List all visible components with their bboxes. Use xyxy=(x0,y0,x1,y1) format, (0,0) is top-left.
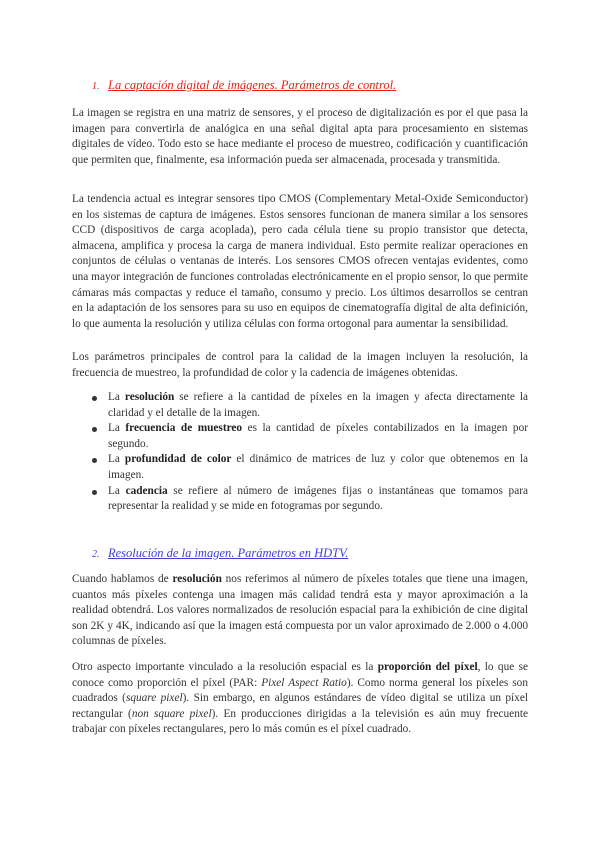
paragraph-cmos-sensors: La tendencia actual es integrar sensores tipo CMOS (Complementary Metal-Oxide Semiconductor) en los sistemas de captura de imágenes. Estos sensores funcionan de manera similar a los sensores CCD (dispositivos de carga acoplada), pero cada célula tiene su propio transistor que detecta, almacena, amplifica y procesa la carga de manera individual. Esto permite realizar operaciones en conjuntos de células o ventanas de interés. Los sensores CMOS ofrecen ventajas evidentes, como una mayor integración de funciones controladas electrónicamente en el propio sensor, lo que permite cámaras más compactas y reduce el tamaño, consumo y precio. Los últimos desarrollos se centran en la adaptación de los sensores para su uso en equipos de cinematografía digital de alta definición, lo que aumenta la resolución y utiliza células con forma ortogonal para aumentar la sensibilidad. xyxy=(72,193,528,330)
paragraph-control-parameters: Los parámetros principales de control para la calidad de la imagen incluyen la resolución, la frecuencia de muestreo, la profundidad de color y la cadencia de imágenes obtenidas. xyxy=(72,351,528,379)
section-2-number: 2. xyxy=(92,549,100,560)
text-run: Cuando hablamos de xyxy=(72,573,173,585)
bullet-term: resolución xyxy=(124,391,175,403)
section-2-heading xyxy=(92,546,348,561)
text-run: ). En producciones dirigidas a la televisión es aún muy frecuente trabajar con píxeles rectangulares, pero lo más común es el píxel cuadrado. xyxy=(72,707,528,736)
text-run: ). Como norma general los píxeles son cuadrados ( xyxy=(72,676,528,705)
bullet-prefix: La xyxy=(108,484,126,497)
italic-term: Pixel Aspect Ratio xyxy=(261,676,347,689)
list-item xyxy=(92,452,528,483)
text-run: Otro aspecto importante vinculado a la resolución espacial es la xyxy=(72,661,378,673)
bullet-prefix: La xyxy=(108,391,125,403)
italic-term: non square pixel xyxy=(131,707,212,720)
bullet-icon xyxy=(92,490,97,495)
text-run: , lo que se conoce como proporción el píxel (PAR: xyxy=(72,661,528,689)
text-run: nos referimos al número de píxeles totales que tiene una imagen, cuantos más píxeles contenga una imagen más calidad tendrá esta y mayor aproximación a la realidad obtendrá. Los valores normalizados de resolución espacial para la exhibición de cine digital son 2K y 4K, indicando así que la imagen está compuesta por un valor aproximado de 2.000 o 4.000 columnas de píxeles. xyxy=(72,573,528,648)
text-run: ). Sin embargo, en algunos estándares de vídeo digital se utiliza un píxel rectangular ( xyxy=(72,692,528,720)
bullet-icon xyxy=(92,427,97,432)
section-2-title: Resolución de la imagen. Parámetros en HDTV. xyxy=(108,546,349,560)
section-1-title: La captación digital de imágenes. Parámetros de control. xyxy=(108,78,397,92)
paragraph-digitalization: La imagen se registra en una matriz de sensores, y el proceso de digitalización es por el que pasa la imagen para convertirla de analógica en una señal digital apta para procesamiento en sistemas digitales de vídeo. Todo esto se hace mediante el proceso de muestreo, codificación y cuantificación que permiten que, finalmente, esa información pueda ser almacenada, procesada y transmitida. xyxy=(72,107,528,166)
bullet-term: frecuencia de muestreo xyxy=(125,422,243,435)
paragraph-pixel-aspect xyxy=(72,660,528,738)
bold-term: proporción del píxel xyxy=(377,661,478,673)
bullet-term: profundidad de color xyxy=(124,453,232,466)
bullet-text: es la cantidad de píxeles contabilizados en la imagen por segundo. xyxy=(108,422,528,450)
bold-term: resolución xyxy=(172,573,222,585)
bullet-icon xyxy=(92,396,97,401)
section-1-number: 1. xyxy=(92,81,100,92)
list-item xyxy=(92,390,528,421)
bullet-term: cadencia xyxy=(125,484,168,497)
parameters-list xyxy=(92,390,528,515)
bullet-text: el dinámico de matrices de luz y color que obtenemos en la imagen. xyxy=(108,453,528,481)
list-item xyxy=(92,421,528,452)
section-1-heading xyxy=(92,78,396,93)
bullet-icon xyxy=(92,458,97,463)
bullet-prefix: La xyxy=(108,422,126,435)
bullet-text: se refiere a la cantidad de píxeles en la imagen y afecta directamente la claridad y el detalle de la imagen. xyxy=(108,391,528,419)
list-item xyxy=(92,484,528,515)
italic-term: square pixel xyxy=(125,692,183,705)
bullet-text: se refiere al número de imágenes fijas o instantáneas que tomamos para representar la realidad y se mide en fotogramas por segundo. xyxy=(108,484,528,513)
paragraph-resolution xyxy=(72,572,528,650)
bullet-prefix: La xyxy=(108,453,125,466)
